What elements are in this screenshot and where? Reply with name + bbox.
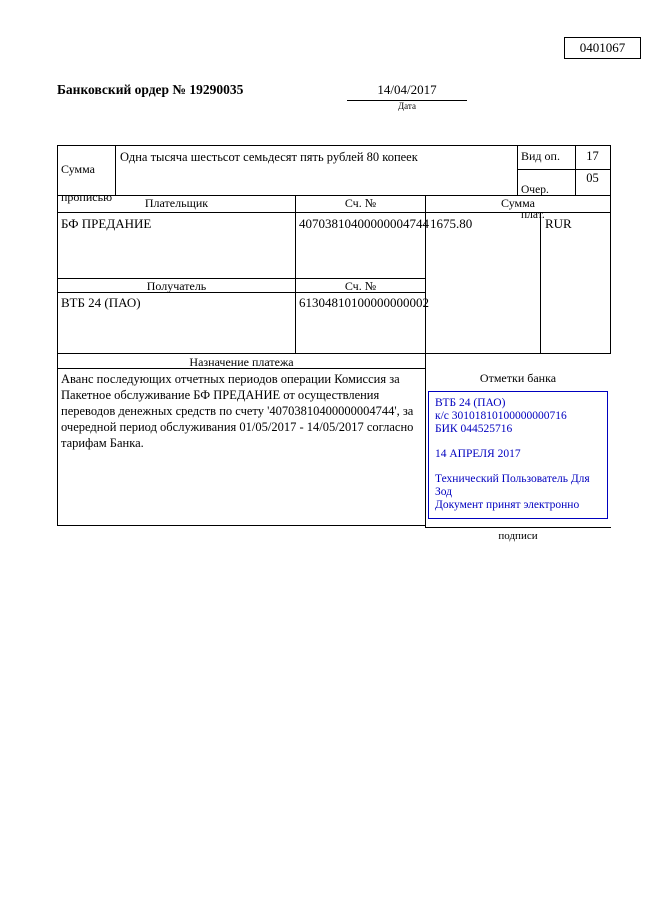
payer-account-header: Сч. №	[344, 196, 377, 210]
priority-label-line1: Очер.	[521, 183, 549, 196]
table-line	[57, 145, 611, 146]
stamp-spacer	[435, 436, 601, 448]
bank-stamp	[428, 391, 608, 519]
op-type-value: 17	[586, 149, 599, 163]
document-title: Банковский ордер № 19290035	[57, 82, 244, 97]
currency-code: RUR	[545, 216, 572, 231]
table-line	[295, 195, 296, 353]
amount-column-header: Сумма	[501, 196, 535, 210]
stamp-bik: БИК 044525716	[435, 423, 513, 435]
table-line	[425, 527, 611, 528]
amount-in-words-label-line2: прописью	[61, 190, 113, 204]
stamp-note: Документ принят электронно	[435, 499, 580, 511]
stamp-date: 14 АПРЕЛЯ 2017	[435, 448, 521, 460]
priority-label-line2: плат.	[521, 208, 545, 221]
recipient-account: 61304810100000000002	[299, 295, 429, 310]
table-line	[57, 353, 611, 354]
op-type-label: Вид оп.	[521, 149, 560, 163]
payer-account: 40703810400000004744	[299, 216, 429, 231]
payer-name: БФ ПРЕДАНИЕ	[61, 216, 152, 231]
priority-value: 05	[586, 171, 599, 185]
signatures-label: подписи	[498, 530, 538, 542]
bank-marks-header: Отметки банка	[479, 371, 557, 385]
stamp-user: Технический Пользователь Для Зод	[435, 473, 590, 498]
stamp-bank-name: ВТБ 24 (ПАО)	[435, 397, 506, 409]
purpose-text: Аванс последующих отчетных периодов операции Комиссия за Пакетное обслуживание БФ ПРЕДАНИЕ от осуществления переводов денежных средств по счету '40703810400000004744', за очередной период обслуживания 01/05/2017 - 14/05/2017 согласно тарифам Банка.	[61, 372, 414, 450]
recipient-name: ВТБ 24 (ПАО)	[61, 295, 141, 310]
table-line	[517, 145, 518, 195]
stamp-spacer	[435, 461, 601, 473]
date-value: 14/04/2017	[347, 82, 467, 101]
recipient-section-header: Получатель	[146, 279, 207, 293]
payer-section-header: Плательщик	[144, 196, 209, 210]
table-line	[57, 525, 426, 526]
table-line	[610, 145, 611, 354]
table-line	[425, 195, 426, 528]
form-code-box: 0401067	[564, 37, 641, 59]
date-label: Дата	[398, 101, 416, 111]
table-line	[517, 169, 611, 170]
amount-in-words: Одна тысяча шестьсот семьдесят пять рублей 80 копеек	[120, 150, 418, 164]
purpose-header: Назначение платежа	[189, 355, 294, 369]
amount-value: 1675.80	[430, 216, 473, 231]
amount-in-words-label-line1: Сумма	[61, 162, 95, 176]
stamp-corr-account: к/с 30101810100000000716	[435, 410, 567, 422]
table-line	[115, 145, 116, 195]
recipient-account-header: Сч. №	[344, 279, 377, 293]
